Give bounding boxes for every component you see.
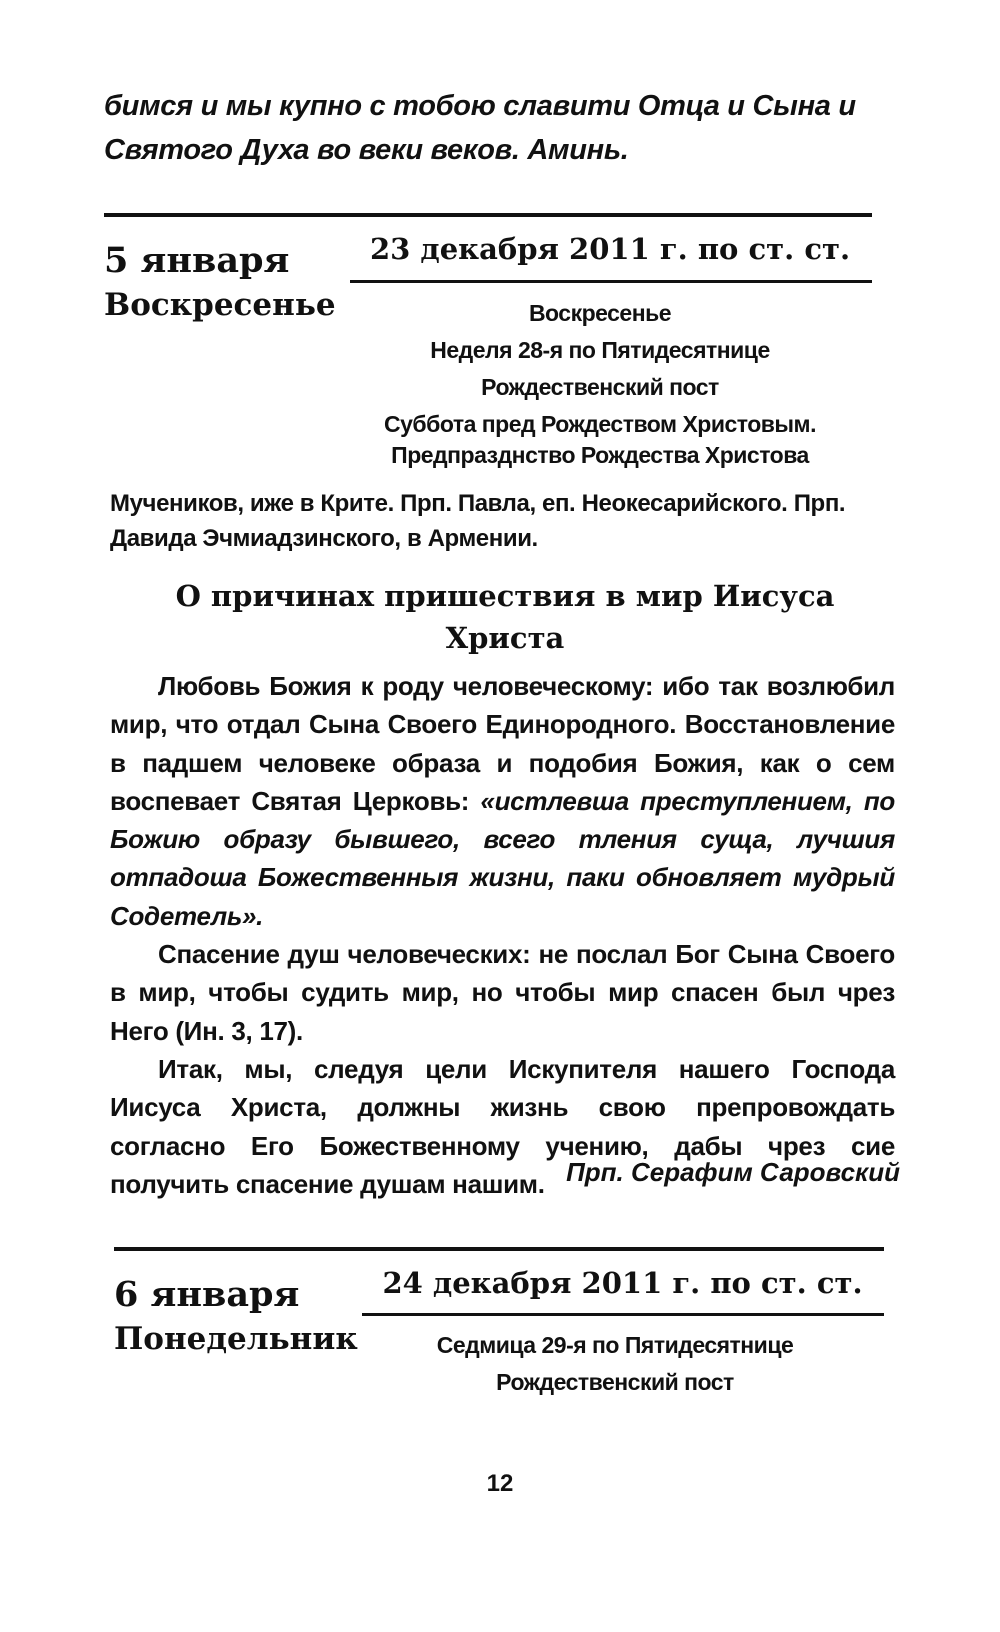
paragraph-quote: «истлевша преступлением, по Божию образу бывшего, всего тления суща, лучшия отпадоша Божественныя жизни, паки обновляет мудрый Содетель». <box>110 785 895 931</box>
day2-calendar-line: Рождественский пост <box>496 1369 734 1395</box>
day2-calendar-line: Седмица 29-я по Пятидесятнице <box>436 1332 794 1358</box>
day2-old-style-date: 24 декабря 2011 г. по ст. ст. <box>382 1266 863 1300</box>
intro-prayer-text: бимся и мы купно с тобою славити Отца и Сына и Святого Духа во веки веков. Аминь. <box>104 90 856 166</box>
day1-saints-commemoration: Мучеников, иже в Крите. Прп. Павла, еп. Неокесарийского. Прп. Давида Эчмиадзинского, в Армении. <box>110 490 846 552</box>
day1-calendar-line: Неделя 28-я по Пятидесятнице <box>430 337 770 363</box>
day2-date: 6 января <box>114 1274 300 1315</box>
article-body <box>110 667 895 1203</box>
article-title: О причинах пришествия в мир Иисуса Христа <box>175 579 835 655</box>
page-number: 12 <box>486 1470 514 1497</box>
day2-heading <box>114 1272 358 1360</box>
article-paragraph <box>110 667 895 935</box>
day1-weekday: Воскресенье <box>104 287 336 323</box>
day1-old-style-date: 23 декабря 2011 г. по ст. ст. <box>369 232 851 266</box>
article-author: Прп. Серафим Саровский <box>566 1157 900 1187</box>
article-paragraph: Итак, мы, следуя цели Искупителя нашего Господа Иисуса Христа, должны жизнь свою препровождать согласно Его Божественному учению, дабы чрез сие получить спасение душам нашим. <box>110 1053 895 1199</box>
article-paragraph: Спасение душ человеческих: не послал Бог Сына Своего в мир, чтобы судить мир, но чтобы мир спасен был чрез Него (Ин. 3, 17). <box>110 939 895 1046</box>
day1-old-style-rule <box>350 280 872 283</box>
day1-heading <box>104 238 336 326</box>
day2-calendar-block <box>345 1327 885 1401</box>
day1-calendar-block <box>330 295 870 471</box>
paragraph-text: Любовь Божия к роду человеческому: ибо так возлюбил мир, что отдал Сына Своего Единородного. Восстановление в падшем человеке образа и подобия Божия, как о сем воспевает Святая Церковь: <box>110 671 895 816</box>
day1-calendar-line: Воскресенье <box>528 300 672 326</box>
day2-weekday: Понедельник <box>114 1321 358 1357</box>
day1-calendar-line: Суббота пред Рождеством Христовым. Предпразднство Рождества Христова <box>384 411 816 468</box>
day1-top-rule <box>104 213 872 217</box>
day2-top-rule <box>114 1247 884 1251</box>
day1-calendar-line: Рождественский пост <box>481 374 719 400</box>
day2-old-style-rule <box>362 1313 884 1316</box>
day1-date: 5 января <box>104 240 290 281</box>
